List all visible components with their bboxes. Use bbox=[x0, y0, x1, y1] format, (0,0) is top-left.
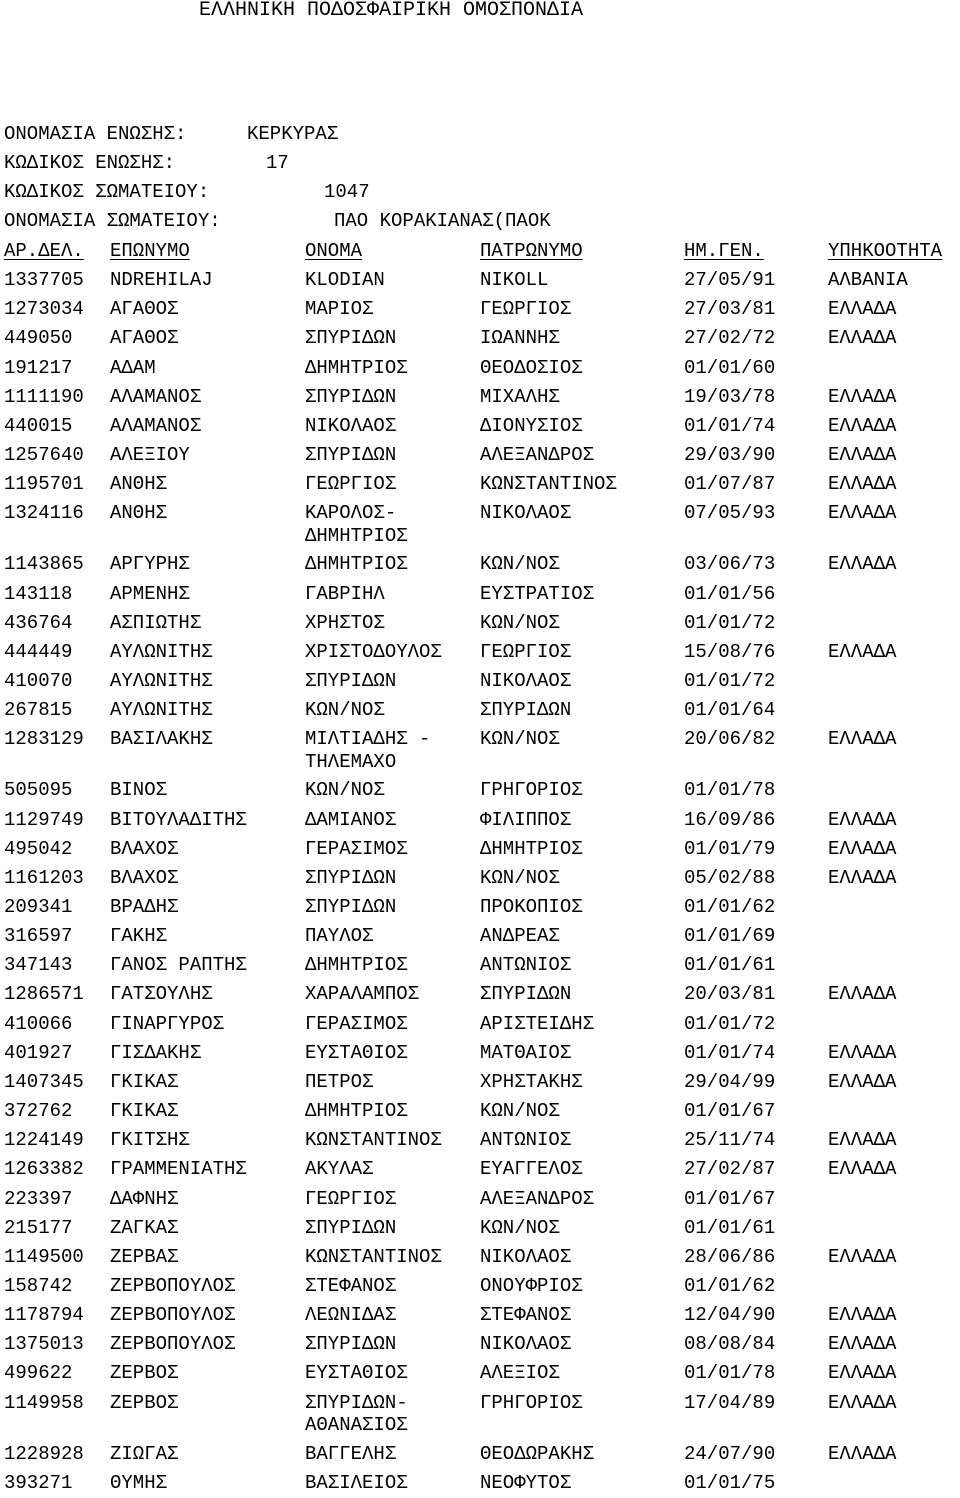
cell-id: 1407345 bbox=[4, 1070, 84, 1093]
table-row bbox=[4, 383, 960, 412]
cell-id: 372762 bbox=[4, 1100, 73, 1123]
cell-fathers-name: ΓΕΩΡΓΙΟΣ bbox=[480, 298, 572, 321]
cell-fathers-name: ΕΥΑΓΓΕΛΟΣ bbox=[480, 1158, 583, 1181]
cell-name: ΔΗΜΗΤΡΙΟΣ bbox=[305, 954, 408, 977]
table-row bbox=[4, 1301, 960, 1330]
cell-fathers-name: ΔΙΟΝΥΣΙΟΣ bbox=[480, 414, 583, 437]
cell-birth-date: 01/01/67 bbox=[684, 1187, 776, 1210]
cell-name: ΣΠΥΡΙΔΩΝ bbox=[305, 327, 397, 350]
cell-nationality: ΕΛΛΑΔΑ bbox=[828, 1041, 897, 1064]
cell-surname: ΖΙΩΓΑΣ bbox=[110, 1442, 179, 1465]
cell-fathers-name: ΣΤΕΦΑΝΟΣ bbox=[480, 1304, 572, 1327]
cell-id: 1143865 bbox=[4, 553, 84, 576]
cell-birth-date: 01/01/67 bbox=[684, 1100, 776, 1123]
cell-surname: ΑΡΓΥΡΗΣ bbox=[110, 553, 190, 576]
cell-id: 215177 bbox=[4, 1216, 73, 1239]
cell-nationality bbox=[828, 609, 960, 638]
cell-birth-date: 15/08/76 bbox=[684, 640, 776, 663]
cell-nationality bbox=[828, 580, 960, 609]
cell-id: 158742 bbox=[4, 1275, 73, 1297]
column-header-fathers-name: ΠΑΤΡΩΝΥΜΟ bbox=[480, 240, 583, 262]
cell-fathers-name: ΓΕΩΡΓΙΟΣ bbox=[480, 640, 572, 663]
cell-name: ΣΠΥΡΙΔΩΝ bbox=[305, 670, 397, 693]
cell-nationality: ΕΛΛΑΔΑ bbox=[828, 553, 897, 576]
cell-surname: ΑΝΘΗΣ bbox=[110, 473, 168, 496]
cell-name: KLODIAN bbox=[305, 269, 385, 292]
cell-id: 505095 bbox=[4, 779, 73, 802]
cell-fathers-name: ΑΝΤΩΝΙΟΣ bbox=[480, 954, 572, 977]
cell-birth-date: 01/01/75 bbox=[684, 1471, 776, 1494]
cell-fathers-name: ΚΩΝ/ΝΟΣ bbox=[480, 866, 560, 889]
union-name-value: ΚΕΡΚΥΡΑΣ bbox=[247, 123, 339, 145]
column-header-nationality: ΥΠΗΚΟΟΤΗΤΑ bbox=[828, 240, 943, 262]
cell-fathers-name: ΔΗΜΗΤΡΙΟΣ bbox=[480, 837, 583, 860]
cell-nationality: ΕΛΛΑΔΑ bbox=[828, 866, 897, 889]
cell-nationality: ΕΛΛΑΔΑ bbox=[828, 1333, 897, 1356]
cell-birth-date: 29/03/90 bbox=[684, 444, 776, 467]
table-row bbox=[4, 324, 960, 353]
cell-nationality: ΕΛΛΑΔΑ bbox=[828, 1245, 897, 1268]
cell-surname: ΑΓΑΘΟΣ bbox=[110, 298, 179, 321]
cell-fathers-name: ΚΩΝ/ΝΟΣ bbox=[480, 1100, 560, 1123]
cell-id: 191217 bbox=[4, 356, 73, 379]
cell-fathers-name: ΚΩΝ/ΝΟΣ bbox=[480, 1216, 560, 1239]
cell-name: ΚΩΝ/ΝΟΣ bbox=[305, 779, 385, 802]
cell-id: 440015 bbox=[4, 414, 73, 437]
cell-name: ΣΠΥΡΙΔΩΝ- ΑΘΑΝΑΣΙΟΣ bbox=[305, 1391, 408, 1437]
cell-id: 1195701 bbox=[4, 473, 84, 496]
page-title: ΕΛΛΗΝΙΚΗ ΠΟΔΟΣΦΑΙΡΙΚΗ ΟΜΟΣΠΟΝΔΙΑ bbox=[199, 0, 584, 22]
table-row bbox=[4, 667, 960, 696]
cell-id: 495042 bbox=[4, 837, 73, 860]
cell-surname: ΓΑΤΣΟΥΛΗΣ bbox=[110, 983, 213, 1006]
cell-fathers-name: ΣΠΥΡΙΔΩΝ bbox=[480, 699, 572, 722]
cell-name: ΔΗΜΗΤΡΙΟΣ bbox=[305, 553, 408, 576]
cell-surname: ΑΥΛΩΝΙΤΗΣ bbox=[110, 670, 213, 693]
cell-id: 410066 bbox=[4, 1012, 73, 1035]
cell-surname: ΑΛΑΜΑΝΟΣ bbox=[110, 414, 202, 437]
table-row bbox=[4, 1389, 960, 1440]
cell-nationality: ΕΛΛΑΔΑ bbox=[828, 414, 897, 437]
table-row bbox=[4, 1068, 960, 1097]
cell-birth-date: 28/06/86 bbox=[684, 1245, 776, 1268]
cell-fathers-name: ΑΝΤΩΝΙΟΣ bbox=[480, 1129, 572, 1152]
cell-fathers-name: ΝΙΚΟΛΑΟΣ bbox=[480, 1333, 572, 1356]
cell-nationality bbox=[828, 1185, 960, 1214]
table-row bbox=[4, 1155, 960, 1184]
cell-id: 143118 bbox=[4, 582, 73, 605]
cell-id: 1111190 bbox=[4, 385, 84, 408]
cell-surname: ΖΕΡΒΟΠΟΥΛΟΣ bbox=[110, 1304, 236, 1327]
cell-surname: ΓΑΝΟΣ ΡΑΠΤΗΣ bbox=[110, 954, 247, 977]
cell-nationality: ΕΛΛΑΔΑ bbox=[828, 1070, 897, 1093]
cell-nationality bbox=[828, 1010, 960, 1039]
cell-nationality bbox=[828, 922, 960, 951]
cell-name: ΓΕΩΡΓΙΟΣ bbox=[305, 1187, 397, 1210]
table-row bbox=[4, 951, 960, 980]
cell-nationality: ΕΛΛΑΔΑ bbox=[828, 1129, 897, 1152]
cell-fathers-name: ΑΝΔΡΕΑΣ bbox=[480, 925, 560, 948]
cell-birth-date: 01/01/72 bbox=[684, 611, 776, 634]
cell-name: ΒΑΓΓΕΛΗΣ bbox=[305, 1442, 397, 1465]
cell-surname: ΒΛΑΧΟΣ bbox=[110, 866, 179, 889]
table-row bbox=[4, 696, 960, 725]
cell-fathers-name: ΝΙΚΟΛΑΟΣ bbox=[480, 502, 572, 525]
cell-surname: ΑΣΠΙΩΤΗΣ bbox=[110, 611, 202, 634]
union-code-label: ΚΩΔΙΚΟΣ ΕΝΩΣΗΣ: bbox=[4, 152, 176, 174]
table-row bbox=[4, 893, 960, 922]
cell-id: 267815 bbox=[4, 699, 73, 722]
players-table bbox=[4, 237, 960, 1498]
cell-surname: ΖΕΡΒΑΣ bbox=[110, 1245, 179, 1268]
cell-surname: ΓΚΙΤΣΗΣ bbox=[110, 1129, 190, 1152]
cell-name: ΚΩΝΣΤΑΝΤΙΝΟΣ bbox=[305, 1245, 442, 1268]
cell-surname: ΓΚΙΚΑΣ bbox=[110, 1100, 179, 1123]
cell-id: 401927 bbox=[4, 1041, 73, 1064]
cell-id: 499622 bbox=[4, 1362, 73, 1385]
cell-fathers-name: ΟΝΟΥΦΡΙΟΣ bbox=[480, 1275, 583, 1297]
table-header-row bbox=[4, 237, 960, 266]
cell-birth-date: 24/07/90 bbox=[684, 1442, 776, 1465]
cell-birth-date: 01/01/64 bbox=[684, 699, 776, 722]
club-name-label: ΟΝΟΜΑΣΙΑ ΣΩΜΑΤΕΙΟΥ: bbox=[4, 210, 221, 232]
cell-fathers-name: ΓΡΗΓΟΡΙΟΣ bbox=[480, 779, 583, 802]
cell-birth-date: 01/01/78 bbox=[684, 1362, 776, 1385]
cell-birth-date: 01/01/74 bbox=[684, 1041, 776, 1064]
cell-name: ΒΑΣΙΛΕΙΟΣ bbox=[305, 1471, 408, 1494]
cell-fathers-name: ΝΙΚΟΛΑΟΣ bbox=[480, 670, 572, 693]
cell-name: ΜΑΡΙΟΣ bbox=[305, 298, 374, 321]
cell-name: ΔΗΜΗΤΡΙΟΣ bbox=[305, 356, 408, 379]
cell-nationality: ΕΛΛΑΔΑ bbox=[828, 1391, 897, 1414]
table-row bbox=[4, 1359, 960, 1388]
cell-surname: ΓΙΣΔΑΚΗΣ bbox=[110, 1041, 202, 1064]
cell-fathers-name: ΚΩΝ/ΝΟΣ bbox=[480, 553, 560, 576]
cell-name: ΠΕΤΡΟΣ bbox=[305, 1070, 374, 1093]
cell-id: 1324116 bbox=[4, 502, 84, 525]
cell-surname: ΖΑΓΚΑΣ bbox=[110, 1216, 179, 1239]
cell-birth-date: 08/08/84 bbox=[684, 1333, 776, 1356]
table-row bbox=[4, 1330, 960, 1359]
cell-nationality bbox=[828, 354, 960, 383]
cell-name: ΝΙΚΟΛΑΟΣ bbox=[305, 414, 397, 437]
cell-surname: ΓΚΙΚΑΣ bbox=[110, 1070, 179, 1093]
table-row bbox=[4, 412, 960, 441]
table-row bbox=[4, 470, 960, 499]
table-row bbox=[4, 638, 960, 667]
cell-birth-date: 01/01/62 bbox=[684, 895, 776, 918]
table-row bbox=[4, 806, 960, 835]
table-row bbox=[4, 1243, 960, 1272]
cell-birth-date: 27/02/87 bbox=[684, 1158, 776, 1181]
cell-fathers-name: ΜΑΤΘΑΙΟΣ bbox=[480, 1041, 572, 1064]
cell-nationality bbox=[828, 667, 960, 696]
table-row bbox=[4, 1097, 960, 1126]
cell-surname: ΒΑΣΙΛΑΚΗΣ bbox=[110, 728, 213, 751]
cell-nationality: ΕΛΛΑΔΑ bbox=[828, 728, 897, 751]
club-code-value: 1047 bbox=[324, 181, 370, 203]
cell-birth-date: 01/01/72 bbox=[684, 1012, 776, 1035]
cell-id: 1224149 bbox=[4, 1129, 84, 1152]
cell-surname: ΔΑΦΝΗΣ bbox=[110, 1187, 179, 1210]
cell-surname: ΘΥΜΗΣ bbox=[110, 1471, 168, 1494]
cell-name: ΣΠΥΡΙΔΩΝ bbox=[305, 866, 397, 889]
cell-name: ΣΠΥΡΙΔΩΝ bbox=[305, 1333, 397, 1356]
cell-birth-date: 27/03/81 bbox=[684, 298, 776, 321]
cell-name: ΣΠΥΡΙΔΩΝ bbox=[305, 385, 397, 408]
cell-fathers-name: ΧΡΗΣΤΑΚΗΣ bbox=[480, 1070, 583, 1093]
cell-birth-date: 20/06/82 bbox=[684, 728, 776, 751]
cell-name: ΛΕΩΝΙΔΑΣ bbox=[305, 1304, 397, 1327]
table-row bbox=[4, 609, 960, 638]
cell-fathers-name: ΓΡΗΓΟΡΙΟΣ bbox=[480, 1391, 583, 1414]
cell-birth-date: 01/01/79 bbox=[684, 837, 776, 860]
cell-id: 1283129 bbox=[4, 728, 84, 751]
cell-id: 1228928 bbox=[4, 1442, 84, 1465]
cell-surname: ΒΙΤΟΥΛΑΔΙΤΗΣ bbox=[110, 808, 247, 831]
cell-name: ΚΑΡΟΛΟΣ- ΔΗΜΗΤΡΙΟΣ bbox=[305, 502, 408, 547]
column-header-id: ΑΡ.ΔΕΛ. bbox=[4, 240, 84, 262]
cell-nationality: ΕΛΛΑΔΑ bbox=[828, 808, 897, 831]
cell-fathers-name: ΚΩΝΣΤΑΝΤΙΝΟΣ bbox=[480, 473, 617, 496]
cell-surname: ΖΕΡΒΟΣ bbox=[110, 1362, 179, 1385]
cell-birth-date: 01/01/61 bbox=[684, 1216, 776, 1239]
cell-name: ΕΥΣΤΑΘΙΟΣ bbox=[305, 1362, 408, 1385]
cell-surname: ΓΡΑΜΜΕΝΙΑΤΗΣ bbox=[110, 1158, 247, 1181]
cell-birth-date: 01/01/61 bbox=[684, 954, 776, 977]
cell-birth-date: 16/09/86 bbox=[684, 808, 776, 831]
table-row bbox=[4, 1010, 960, 1039]
cell-birth-date: 07/05/93 bbox=[684, 502, 776, 525]
cell-birth-date: 27/05/91 bbox=[684, 269, 776, 292]
cell-nationality: ΕΛΛΑΔΑ bbox=[828, 385, 897, 408]
cell-fathers-name: ΝΕΟΦΥΤΟΣ bbox=[480, 1471, 572, 1494]
cell-birth-date: 03/06/73 bbox=[684, 553, 776, 576]
union-name-label: ΟΝΟΜΑΣΙΑ ΕΝΩΣΗΣ: bbox=[4, 123, 187, 145]
cell-birth-date: 12/04/90 bbox=[684, 1304, 776, 1327]
cell-fathers-name: ΦΙΛΙΠΠΟΣ bbox=[480, 808, 572, 831]
table-row bbox=[4, 295, 960, 324]
table-row bbox=[4, 354, 960, 383]
cell-id: 347143 bbox=[4, 954, 73, 977]
cell-surname: ΑΛΑΜΑΝΟΣ bbox=[110, 385, 202, 408]
cell-fathers-name: ΑΡΙΣΤΕΙΔΗΣ bbox=[480, 1012, 595, 1035]
table-row bbox=[4, 725, 960, 776]
cell-fathers-name: ΑΛΕΞΑΝΔΡΟΣ bbox=[480, 444, 595, 467]
cell-nationality bbox=[828, 1214, 960, 1243]
cell-birth-date: 01/01/56 bbox=[684, 582, 776, 605]
cell-surname: ΑΛΕΞΙΟΥ bbox=[110, 444, 190, 467]
cell-name: ΠΑΥΛΟΣ bbox=[305, 925, 374, 948]
cell-name: ΓΕΡΑΣΙΜΟΣ bbox=[305, 1012, 408, 1035]
cell-surname: ΑΥΛΩΝΙΤΗΣ bbox=[110, 699, 213, 722]
union-code-value: 17 bbox=[266, 152, 289, 174]
cell-surname: ΑΥΛΩΝΙΤΗΣ bbox=[110, 640, 213, 663]
cell-birth-date: 01/01/78 bbox=[684, 779, 776, 802]
cell-nationality: ΕΛΛΑΔΑ bbox=[828, 640, 897, 663]
cell-fathers-name: ΙΩΑΝΝΗΣ bbox=[480, 327, 560, 350]
cell-fathers-name: ΣΠΥΡΙΔΩΝ bbox=[480, 983, 572, 1006]
cell-name: ΚΩΝ/ΝΟΣ bbox=[305, 699, 385, 722]
cell-name: ΣΤΕΦΑΝΟΣ bbox=[305, 1275, 397, 1297]
cell-name: ΜΙΛΤΙΑΔΗΣ - ΤΗΛΕΜΑΧΟ bbox=[305, 728, 431, 773]
table-row bbox=[4, 266, 960, 295]
cell-surname: ΑΔΑΜ bbox=[110, 356, 156, 379]
cell-id: 1149958 bbox=[4, 1391, 84, 1414]
cell-id: 316597 bbox=[4, 925, 73, 948]
column-header-name: ΟΝΟΜΑ bbox=[305, 240, 363, 262]
cell-birth-date: 05/02/88 bbox=[684, 866, 776, 889]
cell-nationality bbox=[828, 1097, 960, 1126]
cell-fathers-name: ΑΛΕΞΑΝΔΡΟΣ bbox=[480, 1187, 595, 1210]
cell-birth-date: 01/01/60 bbox=[684, 356, 776, 379]
cell-id: 410070 bbox=[4, 670, 73, 693]
cell-fathers-name: ΑΛΕΞΙΟΣ bbox=[480, 1362, 560, 1385]
cell-id: 436764 bbox=[4, 611, 73, 634]
cell-name: ΣΠΥΡΙΔΩΝ bbox=[305, 444, 397, 467]
cell-id: 1149500 bbox=[4, 1245, 84, 1268]
cell-nationality: ΕΛΛΑΔΑ bbox=[828, 1362, 897, 1385]
cell-name: ΣΠΥΡΙΔΩΝ bbox=[305, 895, 397, 918]
cell-id: 1375013 bbox=[4, 1333, 84, 1356]
cell-fathers-name: ΝΙΚΟΛΑΟΣ bbox=[480, 1245, 572, 1268]
cell-birth-date: 29/04/99 bbox=[684, 1070, 776, 1093]
cell-nationality bbox=[828, 696, 960, 725]
cell-nationality bbox=[828, 893, 960, 922]
cell-nationality: ΕΛΛΑΔΑ bbox=[828, 473, 897, 496]
club-name-value: ΠΑΟ ΚΟΡΑΚΙΑΝΑΣ(ΠΑΟΚ bbox=[334, 210, 551, 232]
players-table-body bbox=[4, 266, 960, 1498]
cell-surname: ΑΡΜΕΝΗΣ bbox=[110, 582, 190, 605]
cell-birth-date: 01/01/69 bbox=[684, 925, 776, 948]
table-row bbox=[4, 776, 960, 805]
table-row bbox=[4, 1272, 960, 1301]
cell-id: 1286571 bbox=[4, 983, 84, 1006]
cell-fathers-name: ΚΩΝ/ΝΟΣ bbox=[480, 611, 560, 634]
table-row bbox=[4, 1185, 960, 1214]
cell-birth-date: 27/02/72 bbox=[684, 327, 776, 350]
cell-fathers-name: ΕΥΣΤΡΑΤΙΟΣ bbox=[480, 582, 595, 605]
cell-id: 1257640 bbox=[4, 444, 84, 467]
cell-id: 444449 bbox=[4, 640, 73, 663]
cell-surname: ΑΝΘΗΣ bbox=[110, 502, 168, 525]
table-row bbox=[4, 1214, 960, 1243]
cell-nationality: ΕΛΛΑΔΑ bbox=[828, 327, 897, 350]
cell-fathers-name: ΘΕΟΔΩΡΑΚΗΣ bbox=[480, 1442, 595, 1465]
cell-fathers-name: ΜΙΧΑΛΗΣ bbox=[480, 385, 560, 408]
cell-fathers-name: NIKOLL bbox=[480, 269, 549, 292]
table-row bbox=[4, 922, 960, 951]
cell-name: ΓΕΡΑΣΙΜΟΣ bbox=[305, 837, 408, 860]
cell-id: 1263382 bbox=[4, 1158, 84, 1181]
cell-nationality: ΕΛΛΑΔΑ bbox=[828, 837, 897, 860]
cell-name: ΓΑΒΡΙΗΛ bbox=[305, 582, 385, 605]
cell-name: ΧΑΡΑΛΑΜΠΟΣ bbox=[305, 983, 420, 1006]
table-row bbox=[4, 1039, 960, 1068]
cell-nationality: ΕΛΛΑΔΑ bbox=[828, 1158, 897, 1181]
cell-birth-date: 01/01/62 bbox=[684, 1275, 776, 1297]
cell-id: 1178794 bbox=[4, 1304, 84, 1327]
cell-fathers-name: ΠΡΟΚΟΠΙΟΣ bbox=[480, 895, 583, 918]
club-code-label: ΚΩΔΙΚΟΣ ΣΩΜΑΤΕΙΟΥ: bbox=[4, 181, 210, 203]
cell-surname: ΖΕΡΒΟΣ bbox=[110, 1391, 179, 1414]
cell-nationality: ΕΛΛΑΔΑ bbox=[828, 298, 897, 321]
table-row bbox=[4, 980, 960, 1009]
cell-surname: NDREHILAJ bbox=[110, 269, 213, 292]
column-header-surname: ΕΠΩΝΥΜΟ bbox=[110, 240, 190, 262]
cell-name: ΧΡΗΣΤΟΣ bbox=[305, 611, 385, 634]
cell-birth-date: 25/11/74 bbox=[684, 1129, 776, 1152]
cell-surname: ΖΕΡΒΟΠΟΥΛΟΣ bbox=[110, 1333, 236, 1356]
cell-id: 393271 bbox=[4, 1471, 73, 1494]
cell-name: ΔΑΜΙΑΝΟΣ bbox=[305, 808, 397, 831]
cell-surname: ΒΡΑΔΗΣ bbox=[110, 895, 179, 918]
cell-id: 1337705 bbox=[4, 269, 84, 292]
table-row bbox=[4, 499, 960, 550]
cell-name: ΣΠΥΡΙΔΩΝ bbox=[305, 1216, 397, 1239]
cell-nationality bbox=[828, 1272, 960, 1301]
table-row bbox=[4, 864, 960, 893]
cell-surname: ΑΓΑΘΟΣ bbox=[110, 327, 179, 350]
cell-nationality: ΕΛΛΑΔΑ bbox=[828, 1304, 897, 1327]
cell-nationality: ΕΛΛΑΔΑ bbox=[828, 983, 897, 1006]
cell-id: 1129749 bbox=[4, 808, 84, 831]
table-row bbox=[4, 1126, 960, 1155]
cell-name: ΑΚΥΛΑΣ bbox=[305, 1158, 374, 1181]
cell-birth-date: 01/07/87 bbox=[684, 473, 776, 496]
cell-name: ΕΥΣΤΑΘΙΟΣ bbox=[305, 1041, 408, 1064]
cell-birth-date: 20/03/81 bbox=[684, 983, 776, 1006]
cell-id: 209341 bbox=[4, 895, 73, 918]
cell-surname: ΒΙΝΟΣ bbox=[110, 779, 168, 802]
table-row bbox=[4, 1440, 960, 1469]
cell-surname: ΓΑΚΗΣ bbox=[110, 925, 168, 948]
cell-name: ΧΡΙΣΤΟΔΟΥΛΟΣ bbox=[305, 640, 442, 663]
cell-surname: ΖΕΡΒΟΠΟΥΛΟΣ bbox=[110, 1275, 236, 1297]
cell-birth-date: 01/01/74 bbox=[684, 414, 776, 437]
cell-nationality: ΕΛΛΑΔΑ bbox=[828, 502, 897, 525]
cell-id: 1161203 bbox=[4, 866, 84, 889]
table-row bbox=[4, 550, 960, 579]
cell-birth-date: 01/01/72 bbox=[684, 670, 776, 693]
cell-fathers-name: ΚΩΝ/ΝΟΣ bbox=[480, 728, 560, 751]
cell-id: 223397 bbox=[4, 1187, 73, 1210]
cell-name: ΔΗΜΗΤΡΙΟΣ bbox=[305, 1100, 408, 1123]
cell-id: 1273034 bbox=[4, 298, 84, 321]
cell-nationality bbox=[828, 776, 960, 805]
cell-surname: ΒΛΑΧΟΣ bbox=[110, 837, 179, 860]
cell-fathers-name: ΘΕΟΔΟΣΙΟΣ bbox=[480, 356, 583, 379]
cell-birth-date: 19/03/78 bbox=[684, 385, 776, 408]
cell-surname: ΓΙΝΑΡΓΥΡΟΣ bbox=[110, 1012, 225, 1035]
cell-name: ΓΕΩΡΓΙΟΣ bbox=[305, 473, 397, 496]
cell-nationality: ΕΛΛΑΔΑ bbox=[828, 1442, 897, 1465]
cell-name: ΚΩΝΣΤΑΝΤΙΝΟΣ bbox=[305, 1129, 442, 1152]
cell-nationality bbox=[828, 951, 960, 980]
cell-nationality: ΕΛΛΑΔΑ bbox=[828, 444, 897, 467]
cell-birth-date: 17/04/89 bbox=[684, 1391, 776, 1414]
table-row bbox=[4, 835, 960, 864]
cell-id: 449050 bbox=[4, 327, 73, 350]
table-row bbox=[4, 441, 960, 470]
column-header-birth-date: ΗΜ.ΓΕΝ. bbox=[684, 240, 764, 262]
table-row bbox=[4, 580, 960, 609]
cell-nationality: ΑΛΒΑΝΙΑ bbox=[828, 269, 908, 292]
